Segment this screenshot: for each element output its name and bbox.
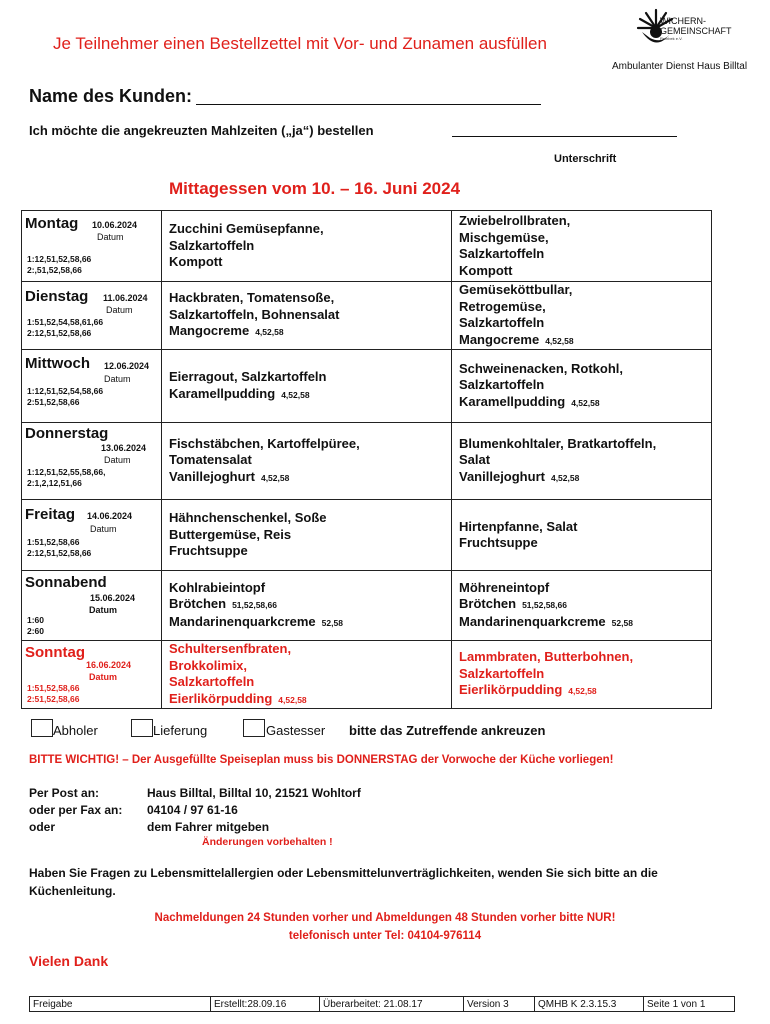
instruction-text: Je Teilnehmer einen Bestellzettel mit Vor- und Zunamen ausfüllen: [53, 34, 547, 53]
day-name: Freitag: [25, 506, 76, 523]
allergy-question: Haben Sie Fragen zu Lebensmittelallergien oder Lebensmittelunverträglichkeiten, wenden Sie sich bitte an die Küchenleitung.: [29, 866, 658, 898]
gastesser-checkbox[interactable]: [243, 719, 265, 737]
footer-qm: QMHB K 2.3.15.3: [535, 997, 644, 1012]
day-row-monday: [22, 211, 712, 282]
day-cell[interactable]: [22, 500, 162, 571]
gastesser-label: Gastesser: [266, 723, 326, 738]
logo-text: WICHERN- GEMEINSCHAFT: [660, 16, 732, 36]
late-notice-2: telefonisch unter Tel: 04104-976114: [288, 930, 482, 942]
day-name: Dienstag: [25, 288, 89, 305]
menu1-cell[interactable]: Hackbraten, Tomatensoße, Salzkartoffeln, Bohnensalat Mangocreme 4,52,58: [162, 282, 452, 350]
driver-option: dem Fahrer mitgeben: [147, 820, 270, 834]
day-row-thursday: [22, 423, 712, 500]
menu2-cell[interactable]: Lammbraten, Butterbohnen, Salzkartoffeln Eierlikörpudding 4,52,58: [452, 641, 712, 709]
allergen-codes: 1:51,52,58,66 2:51,52,58,66: [27, 683, 80, 704]
allergen-codes: 1:60 2:60: [27, 615, 45, 636]
menu2-cell[interactable]: Blumenkohltaler, Bratkartoffeln, Salat Vanillejoghurt 4,52,58: [452, 423, 712, 500]
important-notice: BITTE WICHTIG! – Der Ausgefüllte Speiseplan muss bis DONNERSTAG der Vorwoche der Küche vorliegen!: [29, 754, 614, 766]
day-name: Donnerstag: [25, 425, 109, 442]
menu2-cell[interactable]: Gemüseköttbullar, Retrogemüse, Salzkartoffeln Mangocreme 4,52,58: [452, 282, 712, 350]
day-date: 10.06.2024: [92, 220, 138, 230]
day-name: Mittwoch: [25, 355, 90, 372]
thanks-text: Vielen Dank: [29, 953, 109, 969]
day-date: 15.06.2024: [90, 593, 136, 603]
logo-small-text: Reinbek e.V.: [660, 36, 683, 41]
allergen-codes: 1:51,52,58,66 2:12,51,52,58,66: [27, 537, 92, 558]
footer-version: Version 3: [464, 997, 535, 1012]
day-cell[interactable]: [22, 423, 162, 500]
menu1-cell[interactable]: Hähnchenschenkel, Soße Buttergemüse, Reis Fruchtsuppe: [162, 500, 452, 571]
day-row-tuesday: [22, 282, 712, 350]
checkbox-hint: bitte das Zutreffende ankreuzen: [349, 723, 546, 738]
footer-seite: Seite 1 von 1: [644, 997, 735, 1012]
abholer-label: Abholer: [53, 723, 98, 738]
day-cell[interactable]: [22, 571, 162, 641]
date-label: Datum: [90, 524, 117, 534]
post-address: Haus Billtal, Billtal 10, 21521 Wohltorf: [147, 786, 361, 800]
day-date: 11.06.2024: [103, 293, 148, 303]
menu1-cell[interactable]: Kohlrabieintopf Brötchen 51,52,58,66 Mandarinenquarkcreme 52,58: [162, 571, 452, 641]
lieferung-checkbox[interactable]: [131, 719, 153, 737]
or-label: oder: [29, 820, 56, 834]
footer-freigabe: Freigabe: [30, 997, 211, 1012]
day-name: Montag: [25, 215, 79, 232]
day-cell[interactable]: [22, 282, 162, 350]
date-label: Datum: [106, 305, 133, 315]
changes-notice: Änderungen vorbehalten !: [202, 836, 333, 848]
day-row-wednesday: [22, 350, 712, 423]
date-label: Datum: [89, 672, 118, 682]
allergen-codes: 1:12,51,52,58,66 2:,51,52,58,66: [27, 254, 92, 275]
signature-label: Unterschrift: [554, 153, 617, 165]
late-notice-1: Nachmeldungen 24 Stunden vorher und Abmeldungen 48 Stunden vorher bitte NUR!: [154, 912, 616, 924]
day-date: 12.06.2024: [104, 361, 150, 371]
post-label: Per Post an:: [29, 786, 100, 800]
date-label: Datum: [104, 374, 131, 384]
day-row-sunday: [22, 641, 712, 709]
footer-table: [29, 996, 735, 1012]
day-date: 14.06.2024: [87, 511, 133, 521]
lieferung-label: Lieferung: [153, 723, 208, 738]
day-cell[interactable]: [22, 641, 162, 709]
footer-erstellt: Erstellt:28.09.16: [211, 997, 320, 1012]
signature-field[interactable]: [452, 136, 677, 137]
menu2-cell[interactable]: Hirtenpfanne, Salat Fruchtsuppe: [452, 500, 712, 571]
day-row-saturday: [22, 571, 712, 641]
customer-name-field[interactable]: [196, 104, 541, 105]
facility-name: Ambulanter Dienst Haus Billtal: [612, 61, 748, 72]
menu2-cell[interactable]: Zwiebelrollbraten, Mischgemüse, Salzkartoffeln Kompott: [452, 211, 712, 282]
fax-label: oder per Fax an:: [29, 803, 123, 817]
menu2-cell[interactable]: Schweinenacken, Rotkohl, Salzkartoffeln Karamellpudding 4,52,58: [452, 350, 712, 423]
allergen-codes: 1:12,51,52,55,58,66, 2:1,2,12,51,66: [27, 467, 106, 488]
abholer-checkbox[interactable]: [31, 719, 53, 737]
date-label: Datum: [97, 232, 124, 242]
order-statement: Ich möchte die angekreuzten Mahlzeiten („ja“) bestellen: [29, 123, 374, 138]
fax-number: 04104 / 97 61-16: [147, 803, 238, 817]
day-date: 16.06.2024: [86, 660, 132, 670]
day-cell[interactable]: [22, 350, 162, 423]
allergen-codes: 1:12,51,52,54,58,66 2:51,52,58,66: [27, 386, 104, 407]
menu1-cell[interactable]: Zucchini Gemüsepfanne, Salzkartoffeln Kompott: [162, 211, 452, 282]
menu-title: Mittagessen vom 10. – 16. Juni 2024: [169, 179, 461, 198]
menu2-cell[interactable]: Möhreneintopf Brötchen 51,52,58,66 Mandarinenquarkcreme 52,58: [452, 571, 712, 641]
footer-ueberarbeitet: Überarbeitet: 21.08.17: [320, 997, 464, 1012]
day-cell[interactable]: [22, 211, 162, 282]
allergen-codes: 1:51,52,54,58,61,66 2:12,51,52,58,66: [27, 317, 104, 338]
day-name: Sonnabend: [25, 574, 107, 591]
customer-name-label: Name des Kunden:: [29, 86, 193, 106]
menu-table: [21, 210, 712, 709]
day-row-friday: [22, 500, 712, 571]
day-date: 13.06.2024: [101, 443, 147, 453]
day-name: Sonntag: [25, 644, 85, 661]
menu1-cell[interactable]: Fischstäbchen, Kartoffelpüree, Tomatensalat Vanillejoghurt 4,52,58: [162, 423, 452, 500]
date-label: Datum: [89, 605, 118, 615]
menu1-cell[interactable]: Schultersenfbraten, Brokkolimix, Salzkartoffeln Eierlikörpudding 4,52,58: [162, 641, 452, 709]
menu1-cell[interactable]: Eierragout, Salzkartoffeln Karamellpudding 4,52,58: [162, 350, 452, 423]
date-label: Datum: [104, 455, 131, 465]
